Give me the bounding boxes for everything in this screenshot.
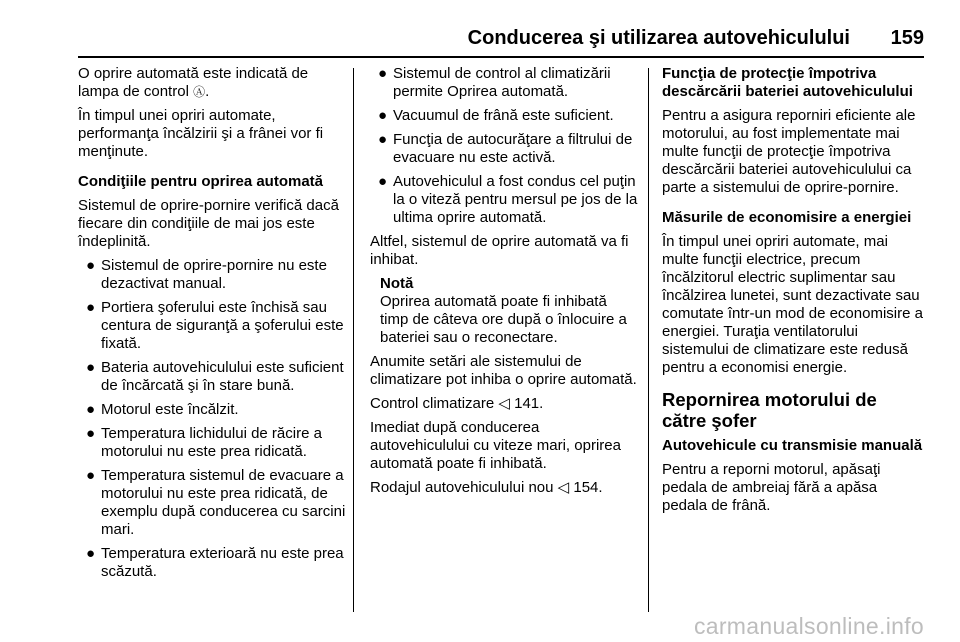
list-item: ● Portiera şoferului este închisă sau centura de siguranţă a şoferului este fixată. [86,299,344,352]
page-reference-arrow-icon: ◁ [557,479,570,496]
cross-reference: Control climatizare ◁ 141. [370,395,544,412]
bullet-icon: ● [86,467,96,484]
paragraph: Imediat după conducerea autovehiculului cu viteze mari, oprirea automată poate fi inhibată. [370,419,621,472]
paragraph: Sistemul de oprire-pornire verifică dacă fiecare din condiţiile de mai jos este îndeplinită. [78,197,339,250]
section-heading: Funcţia de protecţie împotriva descărcării bateriei autovehiculului [662,65,913,100]
column-3 [662,65,924,521]
section-heading: Autovehicule cu transmisie manuală [662,437,923,454]
header-title: Conducerea şi utilizarea autovehiculului [467,27,850,49]
page-number: 159 [890,27,924,49]
watermark: carmanualsonline.info [693,613,924,639]
list-item: ● Sistemul de control al climatizării permite Oprirea automată. [378,65,611,100]
column-divider [353,68,354,612]
list-item: ● Sistemul de oprire-pornire nu este dezactivat manual. [86,257,327,292]
major-heading: Repornirea motorului de către şofer [662,389,877,431]
list-item: ● Bateria autovehiculului este suficient de încărcată şi în stare bună. [86,359,344,394]
list-item: ● Temperatura lichidului de răcire a motorului nu este prea ridicată. [86,425,322,460]
bullet-icon: ● [378,173,388,190]
column-2 [370,65,638,503]
column-divider [648,68,649,612]
bullet-icon: ● [86,359,96,376]
header-rule [78,56,924,58]
bullet-icon: ● [378,131,388,148]
paragraph: Pentru a reporni motorul, apăsaţi pedala de ambreiaj fără a apăsa pedala de frână. [662,461,881,514]
list-item: ● Funcţia de autocurăţare a filtrului de evacuare nu este activă. [378,131,633,166]
list-item: ● Autovehiculul a fost condus cel puţin la o viteză pentru mersul pe jos de la ultima oprire automată. [378,173,638,226]
list-item: ● Temperatura exterioară nu este prea scăzută. [86,545,344,580]
bullet-icon: ● [86,425,96,442]
section-heading: Condiţiile pentru oprirea automată [78,173,324,190]
list-item: ● Vacuumul de frână este suficient. [378,107,614,124]
bullet-icon: ● [86,545,96,562]
note-text: Oprirea automată poate fi inhibată timp de câteva ore după o înlocuire a bateriei sau o reconectare. [380,293,627,346]
paragraph: Altfel, sistemul de oprire automată va fi inhibat. [370,233,629,268]
column-1 [78,65,346,587]
auto-stop-indicator-icon: Ⓐ [193,85,206,99]
bullet-icon: ● [378,65,388,82]
bullet-icon: ● [378,107,388,124]
section-heading: Măsurile de economisire a energiei [662,209,912,226]
list-item: ● Motorul este încălzit. [86,401,239,418]
paragraph: O oprire automată este indicată de lampa de control Ⓐ. [78,65,309,100]
note-box [370,275,638,347]
condition-list [78,257,346,581]
condition-list [370,65,638,227]
page-reference-arrow-icon: ◁ [498,395,510,412]
cross-reference: Rodajul autovehiculului nou ◁ 154. [370,479,603,496]
bullet-icon: ● [86,257,96,274]
paragraph: Pentru a asigura reporniri eficiente ale motorului, au fost implementate mai multe funcţii de protecţie împotriva descărcării bateriei autovehiculului ca parte a sistemului de oprire-pornire. [662,107,916,196]
note-title: Notă [380,275,414,292]
paragraph: Anumite setări ale sistemului de climatizare pot inhiba o oprire automată. [370,353,637,388]
list-item: ● Temperatura sistemul de evacuare a motorului nu este prea ridicată, de exemplu după conducerea cu sarcini mari. [86,467,346,538]
bullet-icon: ● [86,401,96,418]
bullet-icon: ● [86,299,96,316]
paragraph: În timpul unei opriri automate, performanţa încălzirii şi a frânei vor fi menţinute. [78,107,324,160]
paragraph: În timpul unei opriri automate, mai multe funcţii electrice, precum încălzitorul electric suplimentar sau încălzirea lunetei, sunt dezactivate sau comutate într-un mod de economisire a energiei. Turaţia ventilatorului sistemului de climatizare este redusă pentru a economisi energie. [662,233,923,376]
